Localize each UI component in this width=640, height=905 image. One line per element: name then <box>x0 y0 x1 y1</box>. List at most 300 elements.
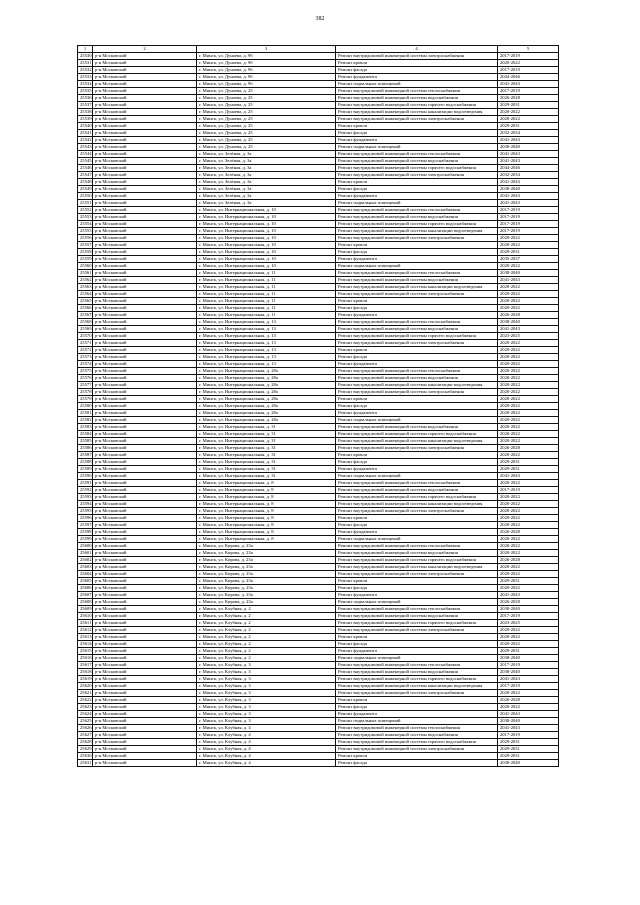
district-cell: р-н Московский <box>93 200 197 207</box>
address-cell: г. Минск, ул. Интернациональная, д. 28а <box>197 403 336 410</box>
table-row <box>78 116 559 123</box>
address-cell: г. Минск, ул. Зелёная, д. 3а <box>197 151 336 158</box>
table-row <box>78 543 559 550</box>
table-row <box>78 60 559 67</box>
table-row <box>78 151 559 158</box>
address-cell: г. Минск, ул. Интернациональная, д. 13 <box>197 333 336 340</box>
district-cell: р-н Московский <box>93 305 197 312</box>
address-cell: г. Минск, ул. Интернациональная, д. 11 <box>197 291 336 298</box>
work-type-cell: Ремонт фундамента <box>336 256 498 263</box>
work-type-cell: Ремонт внутридомовой инженерной системы теплоснабжения <box>336 270 498 277</box>
address-cell: г. Минск, ул. Кирова, д. 23а <box>197 543 336 550</box>
address-cell: г. Минск, ул. Дунаева, д. 9б <box>197 67 336 74</box>
work-type-cell: Ремонт подвальных помещений <box>336 599 498 606</box>
period-cell: 2020-2022 <box>498 501 559 508</box>
address-cell: г. Минск, ул. Зелёная, д. 3а <box>197 158 336 165</box>
period-cell: 2032-2034 <box>498 130 559 137</box>
district-cell: р-н Московский <box>93 102 197 109</box>
district-cell: р-н Московский <box>93 228 197 235</box>
period-cell: 2020-2022 <box>498 263 559 270</box>
work-type-cell: Ремонт кровли <box>336 242 498 249</box>
address-cell: г. Минск, ул. Интернациональная, д. 8 <box>197 515 336 522</box>
table-row <box>78 445 559 452</box>
row-number-cell: 25532 <box>78 67 93 74</box>
period-cell: 2020-2022 <box>498 396 559 403</box>
row-number-cell: 25618 <box>78 669 93 676</box>
period-cell: 2041-2043 <box>498 151 559 158</box>
district-cell: р-н Московский <box>93 438 197 445</box>
table-row <box>78 368 559 375</box>
work-type-cell: Ремонт внутридомовой инженерной системы электроснабжения <box>336 389 498 396</box>
address-cell: г. Минск, ул. Интернациональная, д. 13 <box>197 326 336 333</box>
row-number-cell: 25585 <box>78 438 93 445</box>
row-number-cell: 25612 <box>78 627 93 634</box>
table-row <box>78 144 559 151</box>
address-cell: г. Минск, ул. Интернациональная, д. 13 <box>197 340 336 347</box>
period-cell: 2026-2028 <box>498 697 559 704</box>
work-type-cell: Ремонт внутридомовой инженерной системы горячего водоснабжения <box>336 333 498 340</box>
work-type-cell: Ремонт внутридомовой инженерной системы водоснабжения <box>336 375 498 382</box>
address-cell: г. Минск, ул. Интернациональная, д. 10 <box>197 214 336 221</box>
address-cell: г. Минск, ул. Клубная, д. 3 <box>197 718 336 725</box>
period-cell: 2020-2022 <box>498 242 559 249</box>
period-cell: 2023-2025 <box>498 333 559 340</box>
district-cell: р-н Московский <box>93 578 197 585</box>
period-cell: 2026-2028 <box>498 95 559 102</box>
row-number-cell: 25587 <box>78 452 93 459</box>
table-row <box>78 249 559 256</box>
period-cell: 2020-2022 <box>498 494 559 501</box>
address-cell: г. Минск, ул. Интернациональная, д. 10 <box>197 256 336 263</box>
district-cell: р-н Московский <box>93 431 197 438</box>
work-type-cell: Ремонт кровли <box>336 123 498 130</box>
work-type-cell: Ремонт внутридомовой инженерной системы теплоснабжения <box>336 88 498 95</box>
work-type-cell: Ремонт фундамента <box>336 74 498 81</box>
district-cell: р-н Московский <box>93 319 197 326</box>
address-cell: г. Минск, ул. Интернациональная, д. 11 <box>197 298 336 305</box>
row-number-cell: 25538 <box>78 109 93 116</box>
table-row <box>78 536 559 543</box>
address-cell: г. Минск, ул. Интернациональная, д. 11 <box>197 277 336 284</box>
row-number-cell: 25572 <box>78 347 93 354</box>
address-cell: г. Минск, ул. Кирова, д. 23а <box>197 585 336 592</box>
address-cell: г. Минск, ул. Клубная, д. 4 <box>197 732 336 739</box>
row-number-cell: 25568 <box>78 319 93 326</box>
address-cell: г. Минск, ул. Интернациональная, д. 10 <box>197 242 336 249</box>
work-type-cell: Ремонт фасада <box>336 305 498 312</box>
address-cell: г. Минск, ул. Интернациональная, д. 28а <box>197 410 336 417</box>
row-number-cell: 25541 <box>78 130 93 137</box>
table-row <box>78 606 559 613</box>
period-cell: 2041-2043 <box>498 725 559 732</box>
row-number-cell: 25579 <box>78 396 93 403</box>
address-cell: г. Минск, ул. Интернациональная, д. 8 <box>197 508 336 515</box>
table-row <box>78 634 559 641</box>
table-row <box>78 655 559 662</box>
row-number-cell: 25545 <box>78 158 93 165</box>
period-cell: 2038-2040 <box>498 718 559 725</box>
address-cell: г. Минск, ул. Кирова, д. 23а <box>197 564 336 571</box>
work-type-cell: Ремонт кровли <box>336 578 498 585</box>
period-cell: 2017-2019 <box>498 732 559 739</box>
table-row <box>78 711 559 718</box>
address-cell: г. Минск, ул. Зелёная, д. 3а <box>197 179 336 186</box>
work-type-cell: Ремонт внутридомовой инженерной системы водоснабжения <box>336 277 498 284</box>
address-cell: г. Минск, ул. Интернациональная, д. 10 <box>197 228 336 235</box>
row-number-cell: 25570 <box>78 333 93 340</box>
work-type-cell: Ремонт внутридомовой инженерной системы канализации водоотведения <box>336 228 498 235</box>
work-type-cell: Ремонт внутридомовой инженерной системы теплоснабжения <box>336 725 498 732</box>
work-type-cell: Ремонт кровли <box>336 452 498 459</box>
row-number-cell: 25617 <box>78 662 93 669</box>
period-cell: 2044-2046 <box>498 74 559 81</box>
table-row <box>78 599 559 606</box>
row-number-cell: 25569 <box>78 326 93 333</box>
row-number-cell: 25573 <box>78 354 93 361</box>
district-cell: р-н Московский <box>93 193 197 200</box>
work-type-cell: Ремонт кровли <box>336 697 498 704</box>
period-cell: 2020-2022 <box>498 634 559 641</box>
period-cell: 2017-2019 <box>498 221 559 228</box>
district-cell: р-н Московский <box>93 606 197 613</box>
address-cell: г. Минск, ул. Клубная, д. 3 <box>197 704 336 711</box>
row-number-cell: 25613 <box>78 634 93 641</box>
table-body <box>78 53 559 767</box>
address-cell: г. Минск, ул. Интернациональная, д. 28а <box>197 375 336 382</box>
work-type-cell: Ремонт фасада <box>336 459 498 466</box>
work-type-cell: Ремонт внутридомовой инженерной системы электроснабжения <box>336 445 498 452</box>
period-cell: 2020-2022 <box>498 536 559 543</box>
district-cell: р-н Московский <box>93 67 197 74</box>
work-type-cell: Ремонт кровли <box>336 179 498 186</box>
table-row <box>78 291 559 298</box>
district-cell: р-н Московский <box>93 60 197 67</box>
period-cell: 2017-2019 <box>498 228 559 235</box>
address-cell: г. Минск, ул. Интернациональная, д. 10 <box>197 263 336 270</box>
row-number-cell: 25552 <box>78 207 93 214</box>
period-cell: 2026-2028 <box>498 599 559 606</box>
address-cell: г. Минск, ул. Дунаева, д. 25 <box>197 95 336 102</box>
column-header: 2 <box>93 46 197 53</box>
period-cell: 2020-2022 <box>498 438 559 445</box>
row-number-cell: 25619 <box>78 676 93 683</box>
work-type-cell: Ремонт фундамента <box>336 711 498 718</box>
period-cell: 2020-2022 <box>498 641 559 648</box>
period-cell: 2020-2022 <box>498 550 559 557</box>
work-type-cell: Ремонт подвальных помещений <box>336 417 498 424</box>
address-cell: г. Минск, ул. Дунаева, д. 25 <box>197 144 336 151</box>
address-cell: г. Минск, ул. Дунаева, д. 9б <box>197 53 336 60</box>
row-number-cell: 25595 <box>78 508 93 515</box>
row-number-cell: 25575 <box>78 368 93 375</box>
district-cell: р-н Московский <box>93 634 197 641</box>
row-number-cell: 25544 <box>78 151 93 158</box>
table-row <box>78 158 559 165</box>
period-cell: 2026-2028 <box>498 529 559 536</box>
row-number-cell: 25631 <box>78 760 93 767</box>
address-cell: г. Минск, ул. Интернациональная, д. 31 <box>197 459 336 466</box>
table-row <box>78 396 559 403</box>
district-cell: р-н Московский <box>93 277 197 284</box>
period-cell: 2041-2043 <box>498 200 559 207</box>
work-type-cell: Ремонт фундамента <box>336 193 498 200</box>
district-cell: р-н Московский <box>93 410 197 417</box>
district-cell: р-н Московский <box>93 515 197 522</box>
work-type-cell: Ремонт фасада <box>336 130 498 137</box>
table-row <box>78 592 559 599</box>
address-cell: г. Минск, ул. Интернациональная, д. 11 <box>197 284 336 291</box>
address-cell: г. Минск, ул. Клубная, д. 2 <box>197 648 336 655</box>
district-cell: р-н Московский <box>93 88 197 95</box>
work-type-cell: Ремонт фасада <box>336 585 498 592</box>
district-cell: р-н Московский <box>93 270 197 277</box>
period-cell: 2020-2022 <box>498 368 559 375</box>
table-row <box>78 242 559 249</box>
district-cell: р-н Московский <box>93 746 197 753</box>
table-row <box>78 725 559 732</box>
row-number-cell: 25549 <box>78 186 93 193</box>
table-header-row <box>78 46 559 53</box>
work-type-cell: Ремонт внутридомовой инженерной системы теплоснабжения <box>336 606 498 613</box>
period-cell: 2020-2022 <box>498 235 559 242</box>
row-number-cell: 25536 <box>78 95 93 102</box>
work-type-cell: Ремонт фасада <box>336 354 498 361</box>
row-number-cell: 25611 <box>78 620 93 627</box>
address-cell: г. Минск, ул. Интернациональная, д. 31 <box>197 438 336 445</box>
row-number-cell: 25535 <box>78 88 93 95</box>
period-cell: 2038-2040 <box>498 655 559 662</box>
work-type-cell: Ремонт внутридомовой инженерной системы теплоснабжения <box>336 207 498 214</box>
district-cell: р-н Московский <box>93 550 197 557</box>
district-cell: р-н Московский <box>93 375 197 382</box>
period-cell: 2029-2031 <box>498 746 559 753</box>
address-cell: г. Минск, ул. Клубная, д. 3 <box>197 662 336 669</box>
address-cell: г. Минск, ул. Интернациональная, д. 31 <box>197 431 336 438</box>
period-cell: 2041-2043 <box>498 193 559 200</box>
work-type-cell: Ремонт внутридомовой инженерной системы горячего водоснабжения <box>336 221 498 228</box>
period-cell: 2020-2022 <box>498 417 559 424</box>
work-type-cell: Ремонт внутридомовой инженерной системы электроснабжения <box>336 508 498 515</box>
table-row <box>78 571 559 578</box>
work-type-cell: Ремонт подвальных помещений <box>336 263 498 270</box>
address-cell: г. Минск, ул. Клубная, д. 4 <box>197 760 336 767</box>
work-type-cell: Ремонт внутридомовой инженерной системы электроснабжения <box>336 746 498 753</box>
period-cell: 2017-2019 <box>498 683 559 690</box>
period-cell: 2020-2022 <box>498 354 559 361</box>
address-cell: г. Минск, ул. Клубная, д. 3 <box>197 690 336 697</box>
address-cell: г. Минск, ул. Интернациональная, д. 13 <box>197 354 336 361</box>
row-number-cell: 25601 <box>78 550 93 557</box>
district-cell: р-н Московский <box>93 571 197 578</box>
district-cell: р-н Московский <box>93 711 197 718</box>
district-cell: р-н Московский <box>93 116 197 123</box>
period-cell: 2020-2022 <box>498 452 559 459</box>
row-number-cell: 25565 <box>78 298 93 305</box>
work-type-cell: Ремонт внутридомовой инженерной системы теплоснабжения <box>336 151 498 158</box>
table-row <box>78 270 559 277</box>
address-cell: г. Минск, ул. Интернациональная, д. 10 <box>197 207 336 214</box>
table-row <box>78 228 559 235</box>
address-cell: г. Минск, ул. Интернациональная, д. 28а <box>197 389 336 396</box>
table-row <box>78 690 559 697</box>
row-number-cell: 25578 <box>78 389 93 396</box>
row-number-cell: 25530 <box>78 53 93 60</box>
district-cell: р-н Московский <box>93 732 197 739</box>
work-type-cell: Ремонт внутридомовой инженерной системы водоснабжения <box>336 669 498 676</box>
district-cell: р-н Московский <box>93 165 197 172</box>
period-cell: 2020-2022 <box>498 403 559 410</box>
work-type-cell: Ремонт внутридомовой инженерной системы электроснабжения <box>336 627 498 634</box>
period-cell: 2041-2043 <box>498 158 559 165</box>
address-cell: г. Минск, ул. Интернациональная, д. 28а <box>197 382 336 389</box>
row-number-cell: 25594 <box>78 501 93 508</box>
address-cell: г. Минск, ул. Дунаева, д. 9б <box>197 60 336 67</box>
period-cell: 2038-2040 <box>498 186 559 193</box>
table-row <box>78 123 559 130</box>
table-row <box>78 256 559 263</box>
address-cell: г. Минск, ул. Зелёная, д. 3а <box>197 193 336 200</box>
period-cell: 2020-2022 <box>498 543 559 550</box>
repair-schedule-table-container <box>77 45 559 767</box>
table-row <box>78 550 559 557</box>
table-row <box>78 662 559 669</box>
table-row <box>78 459 559 466</box>
row-number-cell: 25567 <box>78 312 93 319</box>
table-row <box>78 557 559 564</box>
table-row <box>78 284 559 291</box>
period-cell: 2044-2046 <box>498 165 559 172</box>
address-cell: г. Минск, ул. Кирова, д. 23а <box>197 571 336 578</box>
work-type-cell: Ремонт внутридомовой инженерной системы водоснабжения <box>336 487 498 494</box>
period-cell: 2017-2019 <box>498 613 559 620</box>
address-cell: г. Минск, ул. Интернациональная, д. 28а <box>197 417 336 424</box>
district-cell: р-н Московский <box>93 529 197 536</box>
work-type-cell: Ремонт внутридомовой инженерной системы водоснабжения <box>336 326 498 333</box>
period-cell: 2041-2043 <box>498 326 559 333</box>
address-cell: г. Минск, ул. Клубная, д. 2 <box>197 620 336 627</box>
period-cell: 2020-2022 <box>498 305 559 312</box>
period-cell: 2041-2043 <box>498 592 559 599</box>
period-cell: 2020-2022 <box>498 116 559 123</box>
row-number-cell: 25556 <box>78 235 93 242</box>
address-cell: г. Минск, ул. Интернациональная, д. 10 <box>197 249 336 256</box>
period-cell: 2038-2040 <box>498 669 559 676</box>
row-number-cell: 25582 <box>78 417 93 424</box>
work-type-cell: Ремонт внутридомовой инженерной системы теплоснабжения <box>336 480 498 487</box>
row-number-cell: 25540 <box>78 123 93 130</box>
row-number-cell: 25574 <box>78 361 93 368</box>
work-type-cell: Ремонт внутридомовой инженерной системы электроснабжения <box>336 172 498 179</box>
district-cell: р-н Московский <box>93 473 197 480</box>
work-type-cell: Ремонт кровли <box>336 347 498 354</box>
table-row <box>78 130 559 137</box>
address-cell: г. Минск, ул. Интернациональная, д. 8 <box>197 536 336 543</box>
period-cell: 2020-2022 <box>498 60 559 67</box>
district-cell: р-н Московский <box>93 662 197 669</box>
district-cell: р-н Московский <box>93 543 197 550</box>
work-type-cell: Ремонт внутридомовой инженерной системы электроснабжения <box>336 291 498 298</box>
district-cell: р-н Московский <box>93 501 197 508</box>
district-cell: р-н Московский <box>93 627 197 634</box>
address-cell: г. Минск, ул. Интернациональная, д. 8 <box>197 480 336 487</box>
table-row <box>78 529 559 536</box>
row-number-cell: 25607 <box>78 592 93 599</box>
district-cell: р-н Московский <box>93 298 197 305</box>
work-type-cell: Ремонт внутридомовой инженерной системы канализации водоотведения <box>336 284 498 291</box>
row-number-cell: 25597 <box>78 522 93 529</box>
table-row <box>78 172 559 179</box>
address-cell: г. Минск, ул. Интернациональная, д. 31 <box>197 445 336 452</box>
row-number-cell: 25606 <box>78 585 93 592</box>
table-row <box>78 480 559 487</box>
address-cell: г. Минск, ул. Кирова, д. 23а <box>197 578 336 585</box>
address-cell: г. Минск, ул. Дунаева, д. 25 <box>197 102 336 109</box>
row-number-cell: 25562 <box>78 277 93 284</box>
address-cell: г. Минск, ул. Клубная, д. 4 <box>197 739 336 746</box>
work-type-cell: Ремонт фундамента <box>336 648 498 655</box>
district-cell: р-н Московский <box>93 382 197 389</box>
district-cell: р-н Московский <box>93 445 197 452</box>
period-cell: 2038-2040 <box>498 606 559 613</box>
district-cell: р-н Московский <box>93 361 197 368</box>
table-row <box>78 74 559 81</box>
address-cell: г. Минск, ул. Интернациональная, д. 31 <box>197 473 336 480</box>
row-number-cell: 25604 <box>78 571 93 578</box>
row-number-cell: 25599 <box>78 536 93 543</box>
district-cell: р-н Московский <box>93 480 197 487</box>
period-cell: 2026-2028 <box>498 557 559 564</box>
period-cell: 2026-2028 <box>498 312 559 319</box>
address-cell: г. Минск, ул. Дунаева, д. 25 <box>197 123 336 130</box>
table-row <box>78 312 559 319</box>
row-number-cell: 25563 <box>78 284 93 291</box>
address-cell: г. Минск, ул. Клубная, д. 3 <box>197 683 336 690</box>
work-type-cell: Ремонт фундамента <box>336 592 498 599</box>
period-cell: 2041-2043 <box>498 137 559 144</box>
work-type-cell: Ремонт кровли <box>336 298 498 305</box>
table-row <box>78 263 559 270</box>
address-cell: г. Минск, ул. Клубная, д. 4 <box>197 725 336 732</box>
work-type-cell: Ремонт фундамента <box>336 529 498 536</box>
row-number-cell: 25622 <box>78 697 93 704</box>
address-cell: г. Минск, ул. Дунаева, д. 25 <box>197 88 336 95</box>
row-number-cell: 25583 <box>78 424 93 431</box>
address-cell: г. Минск, ул. Клубная, д. 3 <box>197 669 336 676</box>
row-number-cell: 25581 <box>78 410 93 417</box>
address-cell: г. Минск, ул. Клубная, д. 2 <box>197 606 336 613</box>
address-cell: г. Минск, ул. Интернациональная, д. 10 <box>197 235 336 242</box>
table-row <box>78 515 559 522</box>
district-cell: р-н Московский <box>93 144 197 151</box>
table-row <box>78 753 559 760</box>
work-type-cell: Ремонт внутридомовой инженерной системы водоснабжения <box>336 424 498 431</box>
row-number-cell: 25627 <box>78 732 93 739</box>
work-type-cell: Ремонт кровли <box>336 515 498 522</box>
period-cell: 2038-2040 <box>498 270 559 277</box>
district-cell: р-н Московский <box>93 340 197 347</box>
work-type-cell: Ремонт внутридомовой инженерной системы канализации водоотведения <box>336 683 498 690</box>
table-row <box>78 669 559 676</box>
table-row <box>78 746 559 753</box>
period-cell: 2038-2040 <box>498 760 559 767</box>
table-row <box>78 739 559 746</box>
row-number-cell: 25598 <box>78 529 93 536</box>
period-cell: 2017-2019 <box>498 487 559 494</box>
table-row <box>78 627 559 634</box>
district-cell: р-н Московский <box>93 466 197 473</box>
period-cell: 2020-2022 <box>498 109 559 116</box>
work-type-cell: Ремонт внутридомовой инженерной системы канализации водоотведения <box>336 109 498 116</box>
